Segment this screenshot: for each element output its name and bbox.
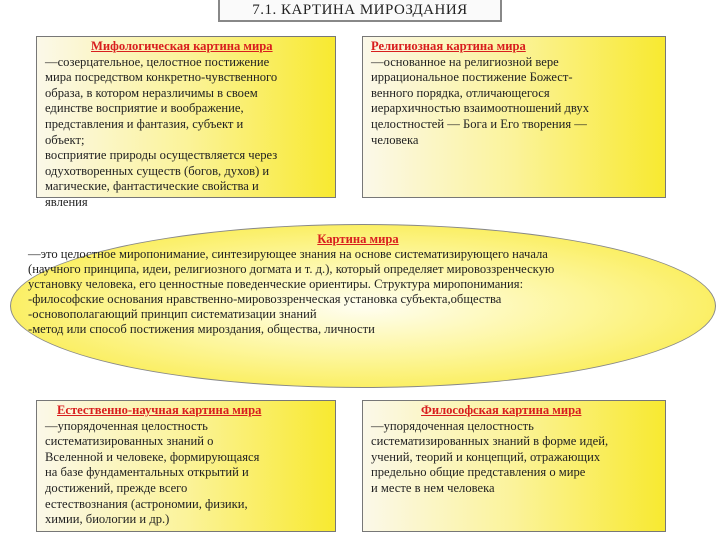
philosophical-picture-heading: Философская картина мира — [421, 403, 582, 417]
natural-science-picture-box — [36, 400, 336, 532]
mythological-picture-box — [36, 36, 336, 209]
mythological-picture-text: —созерцательное, целостное постижение мира посредством конкретно-чувственного образа, в котором неразличимы в своем единстве восприятие и воображение, представления и фантазия, субъект и объект; восприятие природы осуществляется через одухотворенных существ (богов, духов) и магические, фантастические свойства и явления — [45, 54, 278, 209]
religious-picture-text: —основанное на религиозной вере иррациональное постижение Божест- венного порядка, отличающегося иерархичностью взаимоотношений двух целостностей — Бога и Его творения — человека — [371, 54, 589, 147]
world-picture-heading: Картина мира — [317, 232, 399, 246]
world-picture-text: —это целостное миропонимание, синтезирующее знания на основе систематизирующего начала (научного принципа, идеи, религиозного догмата и т. д.), который определяет мировоззренческую установку человека, его ценностные поведенческие ориентиры. Структура миропонимания: -философские основания нравственно-мировоззренческая установка субъекта,общества -основополагающий принцип систематизации знаний -метод или способ постижения мироздания, общества, личности — [28, 247, 555, 336]
philosophical-picture-text: —упорядоченная целостность систематизированных знаний в форме идей, учений, теорий и концепций, отражающих предельно общие представления о мире и месте в нем человека — [371, 418, 609, 495]
world-picture-content — [28, 232, 708, 337]
religious-picture-box — [362, 36, 666, 198]
page-title: 7.1. КАРТИНА МИРОЗДАНИЯ — [218, 0, 502, 22]
natural-science-picture-text: —упорядоченная целостность систематизированных знаний о Вселенной и человеке, формирующаяся на базе фундаментальных открытий и достижений, прежде всего естествознания (астрономии, физики, химии, биологии и др.) — [45, 418, 260, 527]
mythological-picture-heading: Мифологическая картина мира — [91, 39, 273, 53]
philosophical-picture-box — [362, 400, 666, 532]
natural-science-picture-heading: Естественно-научная картина мира — [57, 403, 262, 417]
religious-picture-heading: Религиозная картина мира — [371, 39, 526, 53]
